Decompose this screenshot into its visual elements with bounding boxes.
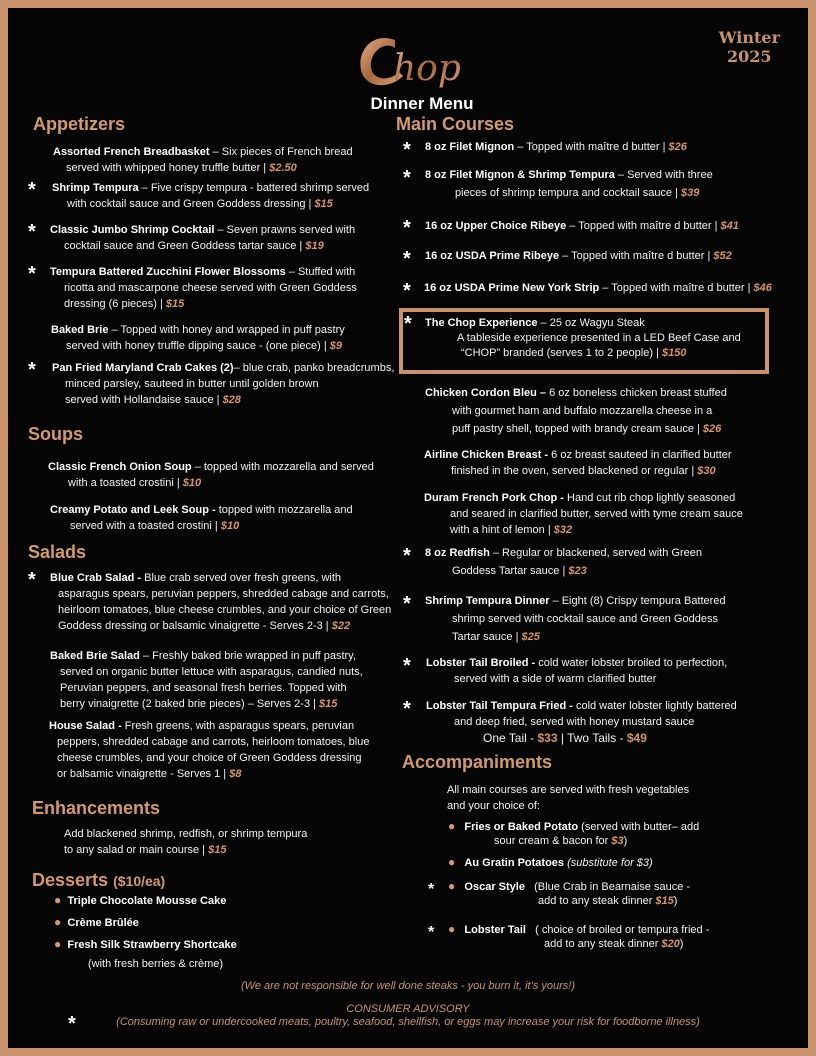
- appetizer-crab-cakes: Pan Fried Maryland Crab Cakes (2)– blue crab, panko breadcrumbs, minced parsley, sauteed in butter until golden brown served with Hollandaise sauce | $28: [52, 362, 395, 406]
- bullet-dot-icon: ●: [448, 922, 456, 936]
- lobster-tail-prices: One Tail - $33 | Two Tails - $49: [483, 731, 647, 745]
- salad-blue-crab: Blue Crab Salad - Blue crab served over fresh greens, with asparagus spears, peruvian peppers, shredded cabage and carrots, heirloom tomatoes, blue cheese crumbles, and your choice of Green Goddess dressing or balsamic vinaigrette - Serves 2-3 | $22: [50, 572, 392, 632]
- soup-french-onion: Classic French Onion Soup – topped with mozzarella and served with a toasted crostini | $10: [48, 461, 374, 489]
- list-item: ● Triple Chocolate Mousse Cake: [54, 893, 227, 907]
- main-upper-choice-ribeye: 16 oz Upper Choice Ribeye – Topped with maître d butter | $41: [425, 220, 739, 232]
- appetizer-shrimp-tempura: Shrimp Tempura – Five crispy tempura - battered shrimp served with cocktail sauce and Green Goddess dressing | $15: [52, 182, 370, 210]
- main-lobster-tempura: Lobster Tail Tempura Fried - cold water lobster lightly battered and deep fried, served with honey mustard sauce: [426, 700, 737, 728]
- main-pork-chop: Duram French Pork Chop - Hand cut rib chop lightly seasoned and seared in clarified butter, served with tyme cream sauce with a hint of lemon | $32: [424, 492, 743, 536]
- heading-salads: Salads: [28, 542, 87, 562]
- appetizer-zucchini-blossoms: Tempura Battered Zucchini Flower Blossoms – Stuffed with ricotta and mascarpone cheese served with Green Goddess dressing (6 pieces) | $15: [50, 266, 357, 310]
- asterisk-icon: *: [403, 545, 411, 567]
- chop-logo: [353, 28, 493, 98]
- asterisk-icon: *: [403, 593, 411, 615]
- desserts-price: ($10/ea): [113, 873, 166, 889]
- salad-baked-brie: Baked Brie Salad – Freshly baked brie wrapped in puff pastry, served on organic butter lettuce with asparagus, candied nuts, Peruvian peppers, and seasonal fresh berries. Topped with berry vinaigrette (2 baked brie pieces) – Serves 2-3 | $15: [50, 650, 363, 710]
- heading-main-courses: Main Courses: [396, 114, 515, 134]
- appetizer-shrimp-cocktail: Classic Jumbo Shrimp Cocktail – Seven prawns served with cocktail sauce and Green Goddess tartar sauce | $19: [50, 224, 356, 252]
- main-chop-experience: The Chop Experience – 25 oz Wagyu Steak A tableside experience presented in a LED Beef Case and “CHOP” branded (serves 1 to 2 people) | $150: [425, 317, 741, 359]
- asterisk-icon: *: [403, 139, 411, 161]
- asterisk-icon: *: [403, 280, 411, 302]
- heading-enhancements: Enhancements: [32, 798, 161, 818]
- season-label: [719, 28, 780, 66]
- enhancements-text: Add blackened shrimp, redfish, or shrimp tempura to any salad or main course | $15: [64, 828, 308, 856]
- accompaniments-intro: All main courses are served with fresh vegetables and your choice of:: [447, 784, 690, 812]
- asterisk-icon: *: [403, 248, 411, 270]
- desserts-title: Desserts: [32, 870, 109, 890]
- asterisk-icon: *: [28, 221, 36, 243]
- main-filet-mignon: 8 oz Filet Mignon – Topped with maître d butter | $26: [425, 141, 687, 153]
- footer-advisory-title: CONSUMER ADVISORY: [346, 1003, 470, 1015]
- asterisk-icon: *: [404, 313, 412, 335]
- bullet-dot-icon: ●: [448, 855, 456, 869]
- accompaniment-fries: ● Fries or Baked Potato (served with butter– add sour cream & bacon for $3): [448, 819, 700, 847]
- heading-accompaniments: Accompaniments: [402, 752, 553, 772]
- asterisk-icon: *: [28, 359, 36, 381]
- main-prime-ribeye: 16 oz USDA Prime Ribeye – Topped with maître d butter | $52: [425, 250, 732, 262]
- asterisk-icon: *: [28, 569, 36, 591]
- asterisk-icon: *: [28, 179, 36, 201]
- salad-house: House Salad - Fresh greens, with asparagus spears, peruvian peppers, shredded cabage and carrots, heirloom tomatoes, blue cheese crumbles, and your choice of Green Goddess dressing or balsamic vinaigrette - Serves 1 | $8: [49, 720, 370, 780]
- main-airline-chicken: Airline Chicken Breast - 6 oz breast sauteed in clarified butter finished in the oven, served blackened or regular | $30: [424, 449, 732, 477]
- main-chicken-cordon-bleu: Chicken Cordon Bleu – 6 oz boneless chicken breast stuffed with gourmet ham and buffalo mozzarella cheese in a puff pastry shell, topped with brandy cream sauce | $26: [425, 387, 727, 435]
- main-lobster-broiled: Lobster Tail Broiled - cold water lobster broiled to perfection, served with a side of warm clarified butter: [426, 657, 728, 685]
- main-redfish: 8 oz Redfish – Regular or blackened, served with Green Goddess Tartar sauce | $23: [425, 547, 702, 577]
- bullet-dot-icon: ●: [54, 915, 62, 929]
- list-item: ● Fresh Silk Strawberry Shortcake: [54, 937, 237, 951]
- bullet-dot-icon: ●: [448, 819, 456, 833]
- accompaniment-au-gratin: ● Au Gratin Potatoes (substitute for $3): [448, 855, 653, 869]
- season-line2: 2025: [727, 47, 772, 66]
- bullet-dot-icon: ●: [448, 879, 456, 893]
- footer-advisory-text: (Consuming raw or undercooked meats, poultry, seafood, shellfish, or eggs may increase your risk for foodborne illness): [116, 1016, 700, 1028]
- accompaniment-lobster-tail: ● Lobster Tail ( choice of broiled or tempura fried - add to any steak dinner $20): [448, 922, 710, 950]
- heading-desserts: [32, 870, 165, 891]
- bullet-dot-icon: ●: [54, 937, 62, 951]
- asterisk-icon: *: [68, 1013, 76, 1035]
- asterisk-icon: *: [403, 217, 411, 239]
- soup-potato-leek: Creamy Potato and Leek Soup - topped with mozzarella and served with a toasted crostini | $10: [50, 504, 353, 532]
- main-ny-strip: 16 oz USDA Prime New York Strip – Topped with maître d butter | $46: [424, 282, 772, 294]
- footer-well-done-note: (We are not responsible for well done steaks - you burn it, it’s yours!): [240, 980, 576, 992]
- dessert-note: (with fresh berries & crème): [88, 958, 224, 970]
- main-filet-shrimp: 8 oz Filet Mignon & Shrimp Tempura – Served with three pieces of shrimp tempura and cocktail sauce | $39: [425, 169, 713, 199]
- heading-appetizers: Appetizers: [33, 114, 126, 134]
- asterisk-icon: *: [28, 263, 36, 285]
- asterisk-icon: *: [428, 881, 435, 898]
- asterisk-icon: *: [403, 698, 411, 720]
- list-item: ● Crème Brûlée: [54, 915, 139, 929]
- main-shrimp-tempura-dinner: Shrimp Tempura Dinner – Eight (8) Crispy tempura Battered shrimp served with cocktail sauce and Green Goddess Tartar sauce | $25: [425, 595, 726, 643]
- heading-soups: Soups: [28, 424, 84, 444]
- dessert-list: [54, 890, 237, 972]
- asterisk-icon: *: [428, 924, 435, 941]
- appetizer-breadbasket: Assorted French Breadbasket – Six pieces of French bread served with whipped honey truffle butter | $2.50: [53, 146, 353, 174]
- asterisk-icon: *: [403, 167, 411, 189]
- season-line1: Winter: [718, 28, 780, 47]
- appetizer-baked-brie: Baked Brie – Topped with honey and wrapped in puff pastry served with honey truffle dipping sauce - (one piece) | $9: [51, 324, 345, 352]
- asterisk-icon: *: [403, 655, 411, 677]
- menu-sheet: [8, 8, 808, 1048]
- accompaniment-oscar-style: ● Oscar Style (Blue Crab in Bearnaise sauce - add to any steak dinner $15): [448, 879, 691, 907]
- menu-subtitle: Dinner Menu: [370, 94, 474, 113]
- bullet-dot-icon: ●: [54, 893, 62, 907]
- logo-text: hop: [393, 48, 461, 89]
